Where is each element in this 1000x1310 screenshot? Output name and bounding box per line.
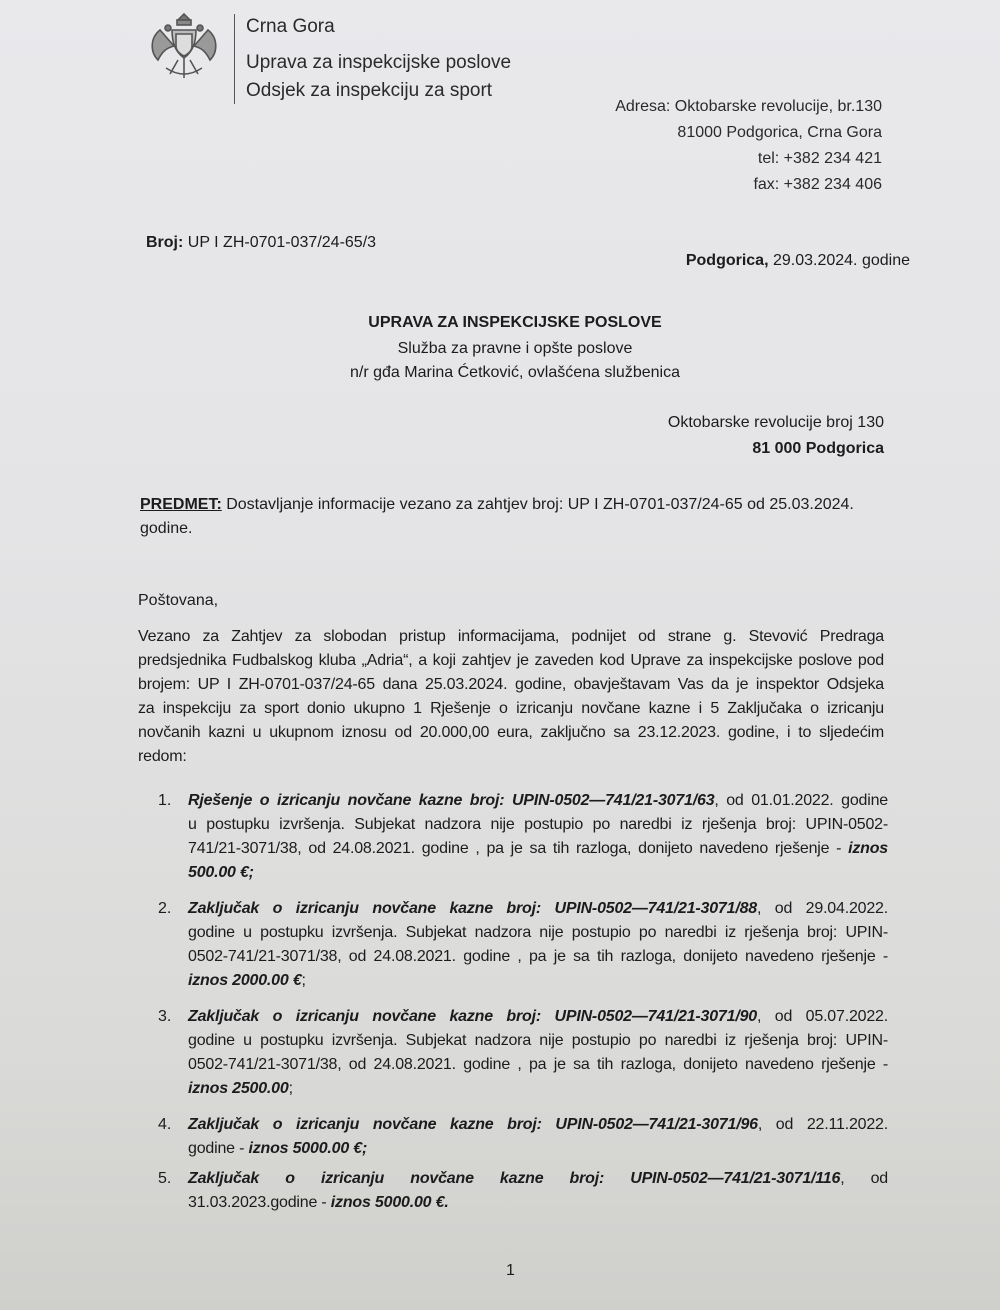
- fine-text: 0502-741/21-3071/38, od 24.08.2021. godine , pa je sa tih razloga, donijeto navedeno rješenje -: [188, 948, 888, 965]
- fine-text: godine u postupku izvršenja. Subjekat nadzora nije postupio po naredbi iz rješenja broj: UPIN-: [188, 1032, 888, 1049]
- list-item-line: [188, 1008, 888, 1026]
- fine-reference: Zaključak o izricanju novčane kazne broj: UPIN-0502—741/21-3071/116: [188, 1170, 841, 1187]
- list-item-line: [188, 1116, 888, 1134]
- subject-label: PREDMET:: [140, 496, 222, 513]
- fine-reference: Zaključak o izricanju novčane kazne broj: UPIN-0502—741/21-3071/88: [188, 900, 757, 917]
- recipient-street: Oktobarske revolucije broj 130: [667, 414, 884, 431]
- header-divider: [234, 14, 235, 104]
- page-number: 1: [506, 1262, 515, 1279]
- header-department: Odsjek za inspekciju za sport: [246, 80, 493, 101]
- fine-text: , od 29.04.2022.: [756, 900, 888, 917]
- fine-reference: iznos 2000.00 €: [188, 972, 302, 989]
- address-fax: fax: +382 234 406: [753, 176, 882, 193]
- fine-text: godine u postupku izvršenja. Subjekat nadzora nije postupio po naredbi iz rješenja broj: UPIN-: [188, 924, 888, 941]
- date-value: 29.03.2024. godine: [768, 252, 910, 269]
- list-item-line: [188, 792, 888, 810]
- fine-reference: 500.00 €;: [188, 864, 254, 881]
- salutation: Poštovana,: [138, 592, 219, 609]
- subject-line-2: godine.: [140, 520, 193, 537]
- fine-text: ;: [288, 1080, 293, 1097]
- body-line: redom:: [138, 748, 187, 765]
- fine-text: 31.03.2023.godine -: [188, 1194, 331, 1211]
- recipient-attn: n/r gđa Marina Ćetković, ovlašćena službenica: [350, 364, 680, 381]
- fine-amount: iznos: [848, 840, 888, 857]
- document-date: [686, 252, 910, 270]
- list-item-line: [188, 924, 888, 942]
- list-item-line: [188, 1194, 449, 1212]
- recipient-name: UPRAVA ZA INSPEKCIJSKE POSLOVE: [368, 314, 662, 331]
- list-item-number: 2.: [158, 900, 172, 917]
- list-item-line: [188, 840, 888, 858]
- body-line: novčanih kazni u ukupnom iznosu od 20.000,00 eura, zaključno sa 23.12.2023. godine, i to sljedećim: [138, 724, 884, 741]
- address-line-2: 81000 Podgorica, Crna Gora: [677, 124, 882, 141]
- fine-text: , od: [840, 1170, 888, 1187]
- reference-number: [146, 234, 376, 252]
- list-item-line: [188, 1170, 888, 1188]
- fine-text: 741/21-3071/38, od 24.08.2021. godine , pa je sa tih razloga, donijeto navedeno rješenje -: [188, 840, 849, 857]
- recipient-city: 81 000 Podgorica: [752, 440, 884, 457]
- body-line: za inspekciju za sport donio ukupno 1 Rješenje o izricanju novčane kazne i 5 Zaključaka o izricanju: [138, 700, 884, 717]
- subject-text: Dostavljanje informacije vezano za zahtjev broj: UP I ZH-0701-037/24-65 od 25.03.2024.: [221, 496, 854, 513]
- fine-text: , od 01.01.2022. godine: [714, 792, 888, 809]
- body-line: predsjednika Fudbalskog kluba „Adria“, a koji zahtjev je zaveden kod Uprave za inspekcijske poslove pod: [138, 652, 884, 669]
- list-item-number: 5.: [158, 1170, 172, 1187]
- fine-reference: iznos 2500.00: [188, 1080, 289, 1097]
- list-item-number: 3.: [158, 1008, 172, 1025]
- body-line: brojem: UP I ZH-0701-037/24-65 dana 25.03.2024. godine, obavještavam Vas da je inspektor Odsjeka: [138, 676, 884, 693]
- fine-text: 0502-741/21-3071/38, od 24.08.2021. godine , pa je sa tih razloga, donijeto navedeno rješenje -: [188, 1056, 888, 1073]
- header-authority: Uprava za inspekcijske poslove: [246, 52, 512, 73]
- fine-text: u postupku izvršenja. Subjekat nadzora nije postupio po naredbi iz rješenja broj: UPIN-0502-: [188, 816, 888, 833]
- fine-reference: Zaključak o izricanju novčane kazne broj: UPIN-0502—741/21-3071/90: [188, 1008, 757, 1025]
- list-item-line: [188, 1056, 888, 1074]
- fine-reference: Rješenje o izricanju novčane kazne broj: UPIN-0502—741/21-3071/63: [188, 792, 715, 809]
- date-city: Podgorica,: [685, 252, 769, 269]
- montenegro-coat-of-arms-icon: [146, 8, 222, 86]
- address-line-1: Adresa: Oktobarske revolucije, br.130: [615, 98, 882, 115]
- fine-text: ;: [301, 972, 306, 989]
- fine-amount: iznos 5000.00 €;: [248, 1140, 368, 1157]
- body-line: Vezano za Zahtjev za slobodan pristup informacijama, podnijet od strane g. Stevović Predraga: [138, 628, 884, 645]
- fine-amount: iznos 5000.00 €.: [330, 1194, 449, 1211]
- list-item-number: 1.: [158, 792, 172, 809]
- list-item-line: [188, 972, 306, 990]
- list-item-line: [188, 948, 888, 966]
- list-item-number: 4.: [158, 1116, 172, 1133]
- fine-text: , od 22.11.2022.: [757, 1116, 888, 1133]
- fine-text: , od 05.07.2022.: [756, 1008, 888, 1025]
- list-item-line: [188, 1080, 293, 1098]
- fine-reference: Zaključak o izricanju novčane kazne broj: UPIN-0502—741/21-3071/96: [188, 1116, 758, 1133]
- address-tel: tel: +382 234 421: [757, 150, 882, 167]
- list-item-line: [188, 1140, 367, 1158]
- recipient-service: Služba za pravne i opšte poslove: [397, 340, 633, 357]
- list-item-line: [188, 1032, 888, 1050]
- list-item-line: [188, 900, 888, 918]
- reference-value: UP I ZH-0701-037/24-65/3: [183, 234, 377, 251]
- reference-label: Broj:: [146, 234, 184, 251]
- list-item-line: [188, 864, 254, 882]
- header-country: Crna Gora: [246, 16, 335, 37]
- subject-line: [140, 496, 854, 514]
- list-item-line: [188, 816, 888, 834]
- fine-text: godine -: [188, 1140, 249, 1157]
